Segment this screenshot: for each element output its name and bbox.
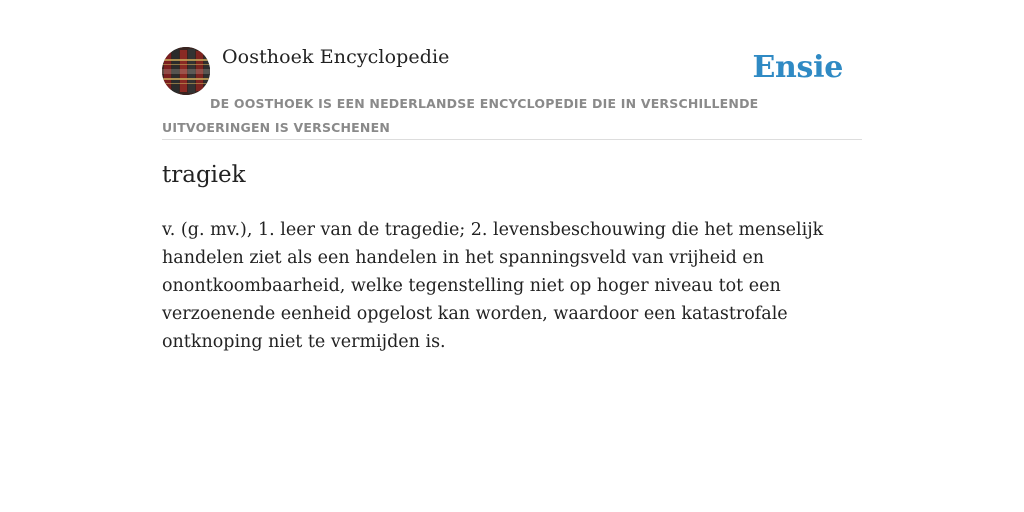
entry-definition: v. (g. mv.), 1. leer van de tragedie; 2. levensbeschouwing die het menselijk handelen ziet als een handelen in het spanningsveld van vrijheid en onontkoombaarheid, welke tegenstelling niet op hoger niveau tot een verzoenende eenheid opgelost kan worden, waardoor een katastrofale ontknoping niet te vermijden is.: [162, 220, 824, 352]
site-name[interactable]: Oosthoek Encyclopedie: [222, 46, 450, 68]
brand-logo[interactable]: Ensie: [752, 50, 843, 85]
encyclopedia-books-icon[interactable]: [162, 47, 210, 95]
site-header: [162, 0, 862, 140]
entry-title: tragiek: [162, 162, 246, 188]
site-tagline: DE OOSTHOEK IS EEN NEDERLANDSE ENCYCLOPEDIE DIE IN VERSCHILLENDE UITVOERINGEN IS VERSCHENEN: [162, 96, 759, 135]
